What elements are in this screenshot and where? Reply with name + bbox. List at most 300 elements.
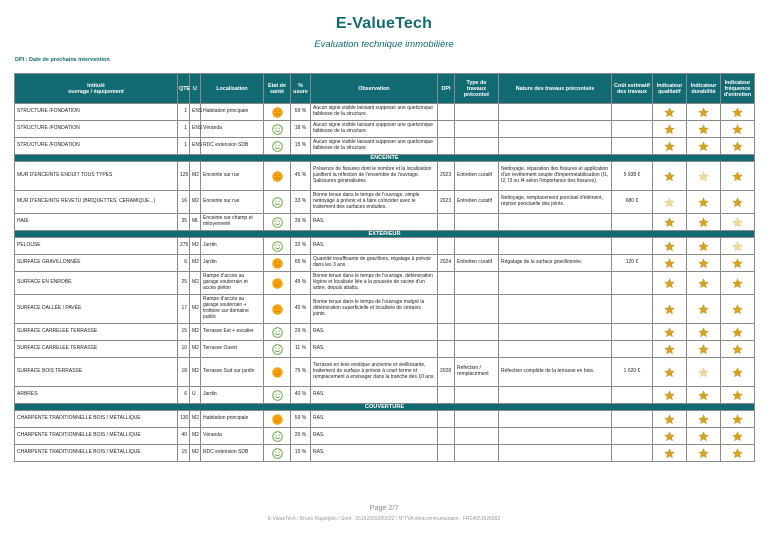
cell-cout: 5 938 €: [612, 162, 653, 191]
smiley-green-icon: [272, 197, 283, 208]
cell-cout: [612, 104, 653, 121]
cell-dpi: [438, 272, 455, 295]
star-icon: [664, 171, 675, 182]
table-row: [15, 387, 755, 404]
cell-cout: [612, 341, 653, 358]
star-icon: [732, 171, 743, 182]
cell-intitule: SURFACE BOIS TERRASSE: [15, 358, 178, 387]
indicator-durabilite: [687, 428, 721, 445]
indicator-durabilite: [687, 324, 721, 341]
indicator-qualitatif: [653, 428, 687, 445]
cell-nature-travaux: [499, 121, 612, 138]
table-row: [15, 238, 755, 255]
cell-qte: 40: [178, 428, 190, 445]
star-icon: [732, 278, 743, 289]
indicator-qualitatif: [653, 358, 687, 387]
cell-intitule: CHARPENTE TRADITIONNELLE BOIS / MÉTALLIQUE: [15, 411, 178, 428]
star-icon: [664, 124, 675, 135]
indicator-qualitatif: [653, 191, 687, 214]
cell-localisation: Jardin: [201, 255, 264, 272]
star-icon: [698, 171, 709, 182]
indicator-qualitatif: [653, 238, 687, 255]
indicator-frequence: [721, 295, 755, 324]
star-icon: [698, 241, 709, 252]
cell-qte: 1: [178, 138, 190, 155]
cell-usure: 59 %: [291, 104, 311, 121]
indicator-durabilite: [687, 295, 721, 324]
table-row: [15, 104, 755, 121]
indicator-frequence: [721, 214, 755, 231]
smiley-green-icon: [272, 217, 283, 228]
table-row: [15, 121, 755, 138]
indicator-durabilite: [687, 272, 721, 295]
star-icon: [664, 258, 675, 269]
report-subtitle: Evaluation technique immobilière: [314, 39, 454, 50]
cell-nature-travaux: [499, 341, 612, 358]
cell-usure: 33 %: [291, 238, 311, 255]
cell-type-travaux: [455, 272, 499, 295]
cell-localisation: Rampe d'accès au garage souterrain + trottoire sur domaine public: [201, 295, 264, 324]
cell-intitule: SURFACE DALLÉE / PAVÉE: [15, 295, 178, 324]
star-icon: [698, 258, 709, 269]
col-type-travaux: Type de travaux préconisé: [455, 74, 499, 104]
cell-usure: 18 %: [291, 121, 311, 138]
table-row: [15, 162, 755, 191]
star-icon: [698, 304, 709, 315]
table-row: [15, 272, 755, 295]
cell-type-travaux: [455, 324, 499, 341]
cell-etat: [264, 387, 291, 404]
indicator-qualitatif: [653, 445, 687, 462]
cell-unit: M2: [190, 341, 201, 358]
cell-unit: M2: [190, 162, 201, 191]
cell-cout: [612, 295, 653, 324]
cell-cout: [612, 214, 653, 231]
cell-usure: 15 %: [291, 445, 311, 462]
indicator-durabilite: [687, 214, 721, 231]
cell-dpi: [438, 428, 455, 445]
star-icon: [664, 390, 675, 401]
cell-localisation: Terrasse Ouest: [201, 341, 264, 358]
cell-unit: M2: [190, 191, 201, 214]
cell-intitule: HAIE: [15, 214, 178, 231]
section-label: ENCEINTE: [15, 155, 755, 162]
cell-cout: [612, 445, 653, 462]
smiley-green-icon: [272, 124, 283, 135]
cell-cout: [612, 324, 653, 341]
cell-cout: [612, 428, 653, 445]
col-nature-travaux: Nature des travaux préconisés: [499, 74, 612, 104]
section-row: [15, 231, 755, 238]
cell-dpi: 2028: [438, 358, 455, 387]
cell-usure: 15 %: [291, 138, 311, 155]
star-icon: [698, 448, 709, 459]
table-header-row: [15, 74, 755, 104]
cell-observation: Bonne tenue dans le temps de l'ouvrage malgré la détérioration superficielle et localisée de certains joints.: [311, 295, 438, 324]
star-icon: [698, 124, 709, 135]
cell-dpi: [438, 238, 455, 255]
col-cout: Coût estimatif des travaux: [612, 74, 653, 104]
star-icon: [698, 217, 709, 228]
cell-etat: [264, 121, 291, 138]
table-row: [15, 445, 755, 462]
cell-intitule: CHARPENTE TRADITIONNELLE BOIS / MÉTALLIQUE: [15, 428, 178, 445]
cell-unit: ENS: [190, 121, 201, 138]
smiley-orange-icon: [272, 171, 283, 182]
cell-intitule: ARBRES: [15, 387, 178, 404]
cell-intitule: MUR D'ENCEINTE REVETU (BRIQUETTES, CERAMIQUE...): [15, 191, 178, 214]
cell-qte: 10: [178, 341, 190, 358]
indicator-durabilite: [687, 191, 721, 214]
cell-unit: M2: [190, 324, 201, 341]
cell-dpi: [438, 341, 455, 358]
indicator-durabilite: [687, 358, 721, 387]
cell-dpi: [438, 104, 455, 121]
cell-dpi: [438, 387, 455, 404]
smiley-green-icon: [272, 241, 283, 252]
cell-qte: 35: [178, 214, 190, 231]
cell-type-travaux: [455, 387, 499, 404]
star-icon: [698, 327, 709, 338]
cell-usure: 45 %: [291, 272, 311, 295]
col-u: U: [190, 74, 201, 104]
star-icon: [732, 367, 743, 378]
cell-unit: ENS: [190, 104, 201, 121]
cell-observation: Bonne tenue dans le temps de l'ouvrage, détérioration légère et localisée liée à la poussée de racine d'un arbre, depuis abattu.: [311, 272, 438, 295]
indicator-qualitatif: [653, 121, 687, 138]
indicator-frequence: [721, 121, 755, 138]
cell-etat: [264, 428, 291, 445]
star-icon: [732, 141, 743, 152]
indicator-qualitatif: [653, 411, 687, 428]
smiley-green-icon: [272, 344, 283, 355]
cell-intitule: SURFACE GRAVILLONNÉE: [15, 255, 178, 272]
cell-type-travaux: [455, 238, 499, 255]
smiley-orange-icon: [272, 258, 283, 269]
evaluation-table: [14, 73, 755, 462]
cell-intitule: SURFACE CARRELEE TERRASSE: [15, 324, 178, 341]
cell-type-travaux: [455, 121, 499, 138]
star-icon: [732, 431, 743, 442]
star-icon: [664, 448, 675, 459]
cell-observation: RAS.: [311, 387, 438, 404]
cell-usure: 39 %: [291, 214, 311, 231]
star-icon: [698, 367, 709, 378]
cell-nature-travaux: [499, 445, 612, 462]
cell-localisation: Enceinte sur rue: [201, 162, 264, 191]
star-icon: [664, 327, 675, 338]
indicator-frequence: [721, 191, 755, 214]
cell-cout: [612, 387, 653, 404]
cell-observation: RAS.: [311, 341, 438, 358]
cell-localisation: Rampe d'accès au garage souterrain et accès piéton: [201, 272, 264, 295]
cell-nature-travaux: Régalage de la surface gravillonnée.: [499, 255, 612, 272]
star-icon: [698, 390, 709, 401]
cell-dpi: [438, 295, 455, 324]
section-label: COUVERTURE: [15, 404, 755, 411]
table-row: [15, 324, 755, 341]
cell-localisation: Jardin: [201, 387, 264, 404]
cell-dpi: 2024: [438, 255, 455, 272]
dpi-legend: DPI : Date de prochaine intervention: [15, 57, 110, 63]
cell-usure: 29 %: [291, 324, 311, 341]
indicator-durabilite: [687, 387, 721, 404]
indicator-frequence: [721, 138, 755, 155]
indicator-frequence: [721, 272, 755, 295]
indicator-durabilite: [687, 104, 721, 121]
cell-usure: 45 %: [291, 162, 311, 191]
cell-etat: [264, 255, 291, 272]
cell-type-travaux: [455, 104, 499, 121]
star-icon: [732, 390, 743, 401]
cell-type-travaux: [455, 138, 499, 155]
cell-qte: 15: [178, 324, 190, 341]
cell-observation: Bonne tenue dans le temps de l'ouvrage, simple nettoyage à prévoir et à faire coïncider avec le traitement des surfaces enduites.: [311, 191, 438, 214]
col-durabilite: Indicateur durabilité: [687, 74, 721, 104]
cell-usure: 40 %: [291, 387, 311, 404]
cell-observation: RAS.: [311, 445, 438, 462]
cell-unit: ENS: [190, 138, 201, 155]
cell-localisation: Jardin: [201, 238, 264, 255]
cell-localisation: Terrasse Sud sur jardin: [201, 358, 264, 387]
cell-nature-travaux: [499, 138, 612, 155]
cell-usure: 65 %: [291, 255, 311, 272]
cell-intitule: STRUCTURE /FONDATION: [15, 121, 178, 138]
star-icon: [698, 344, 709, 355]
star-icon: [698, 107, 709, 118]
star-icon: [664, 278, 675, 289]
cell-intitule: PELOUSE: [15, 238, 178, 255]
star-icon: [732, 241, 743, 252]
cell-etat: [264, 191, 291, 214]
star-icon: [732, 344, 743, 355]
cell-observation: RAS.: [311, 411, 438, 428]
cell-qte: 130: [178, 411, 190, 428]
cell-unit: U: [190, 387, 201, 404]
cell-unit: M2: [190, 445, 201, 462]
indicator-qualitatif: [653, 341, 687, 358]
smiley-orange-icon: [272, 367, 283, 378]
cell-unit: M2: [190, 295, 201, 324]
col-usure: % usure: [291, 74, 311, 104]
indicator-qualitatif: [653, 387, 687, 404]
cell-dpi: 2023: [438, 162, 455, 191]
col-qte: QTE: [178, 74, 190, 104]
cell-localisation: RDC extension SDB: [201, 138, 264, 155]
star-icon: [664, 367, 675, 378]
section-row: [15, 155, 755, 162]
cell-etat: [264, 138, 291, 155]
cell-nature-travaux: [499, 238, 612, 255]
report-title: E-ValueTech: [335, 15, 433, 32]
indicator-durabilite: [687, 341, 721, 358]
cell-localisation: Enceinte sur champ et mitoyenneté: [201, 214, 264, 231]
cell-localisation: Véranda: [201, 428, 264, 445]
indicator-frequence: [721, 445, 755, 462]
cell-qte: 16: [178, 191, 190, 214]
cell-observation: RAS.: [311, 238, 438, 255]
cell-localisation: Habitation principale: [201, 411, 264, 428]
indicator-qualitatif: [653, 324, 687, 341]
indicator-qualitatif: [653, 214, 687, 231]
cell-localisation: Terrasse Est + escalier: [201, 324, 264, 341]
col-dpi: DPI: [438, 74, 455, 104]
cell-unit: M2: [190, 428, 201, 445]
indicator-frequence: [721, 428, 755, 445]
smiley-orange-icon: [272, 107, 283, 118]
cell-localisation: Véranda: [201, 121, 264, 138]
cell-cout: 1 620 €: [612, 358, 653, 387]
cell-etat: [264, 214, 291, 231]
star-icon: [664, 217, 675, 228]
cell-qte: 18: [178, 358, 190, 387]
cell-localisation: RDC extension SDB: [201, 445, 264, 462]
cell-type-travaux: Réfection / remplacement: [455, 358, 499, 387]
table-row: [15, 191, 755, 214]
cell-observation: Aucun signe visible laissant supposer une quelconque faiblesse de la structure.: [311, 121, 438, 138]
cell-etat: [264, 358, 291, 387]
indicator-frequence: [721, 255, 755, 272]
cell-type-travaux: [455, 428, 499, 445]
smiley-green-icon: [272, 390, 283, 401]
indicator-qualitatif: [653, 272, 687, 295]
col-observation: Observation: [311, 74, 438, 104]
cell-intitule: SURFACE EN ENROBÉ: [15, 272, 178, 295]
star-icon: [664, 197, 675, 208]
star-icon: [698, 278, 709, 289]
smiley-orange-icon: [272, 414, 283, 425]
table-row: [15, 295, 755, 324]
star-icon: [732, 124, 743, 135]
cell-qte: 17: [178, 295, 190, 324]
cell-qte: 6: [178, 255, 190, 272]
cell-qte: 1: [178, 121, 190, 138]
indicator-frequence: [721, 358, 755, 387]
star-icon: [664, 431, 675, 442]
cell-qte: 15: [178, 445, 190, 462]
cell-dpi: [438, 138, 455, 155]
cell-usure: 75 %: [291, 358, 311, 387]
star-icon: [732, 197, 743, 208]
star-icon: [732, 414, 743, 425]
star-icon: [698, 197, 709, 208]
cell-dpi: [438, 445, 455, 462]
cell-nature-travaux: [499, 272, 612, 295]
star-icon: [698, 431, 709, 442]
cell-observation: Aucun signe visible laissant supposer une quelconque faiblesse de la structure.: [311, 138, 438, 155]
smiley-green-icon: [272, 141, 283, 152]
cell-intitule: CHARPENTE TRADITIONNELLE BOIS / MÉTALLIQUE: [15, 445, 178, 462]
section-label: EXTÉRIEUR: [15, 231, 755, 238]
indicator-frequence: [721, 411, 755, 428]
cell-qte: 25: [178, 272, 190, 295]
table-row: [15, 358, 755, 387]
indicator-durabilite: [687, 121, 721, 138]
indicator-durabilite: [687, 238, 721, 255]
indicator-qualitatif: [653, 255, 687, 272]
indicator-qualitatif: [653, 162, 687, 191]
col-frequence: Indicateur fréquence d'entretien: [721, 74, 755, 104]
cell-cout: [612, 272, 653, 295]
cell-nature-travaux: [499, 104, 612, 121]
indicator-qualitatif: [653, 295, 687, 324]
cell-observation: Présence de fissures dont le nombre et la localisation justifient la réfection de l'ensemble de l'ouvrage. Salissures généralisées.: [311, 162, 438, 191]
cell-nature-travaux: Nettoyage, remplacement ponctuel d'élément, reprise ponctuelle des joints.: [499, 191, 612, 214]
cell-cout: [612, 138, 653, 155]
cell-etat: [264, 272, 291, 295]
cell-dpi: [438, 214, 455, 231]
cell-cout: [612, 238, 653, 255]
smiley-orange-icon: [272, 304, 283, 315]
cell-nature-travaux: [499, 411, 612, 428]
company-info: E-ValueTech / Bruno Rajanglès / Siret : 55162659200022 / N°TVA intracommunautaire : FR04551626992: [267, 516, 501, 522]
cell-dpi: [438, 411, 455, 428]
cell-dpi: 2023: [438, 191, 455, 214]
table-row: [15, 138, 755, 155]
cell-usure: 45 %: [291, 295, 311, 324]
cell-nature-travaux: [499, 324, 612, 341]
cell-type-travaux: [455, 411, 499, 428]
table-row: [15, 255, 755, 272]
smiley-green-icon: [272, 327, 283, 338]
cell-observation: RAS.: [311, 324, 438, 341]
cell-unit: M2: [190, 358, 201, 387]
smiley-green-icon: [272, 431, 283, 442]
cell-nature-travaux: [499, 428, 612, 445]
star-icon: [698, 414, 709, 425]
cell-usure: 20 %: [291, 428, 311, 445]
smiley-orange-icon: [272, 278, 283, 289]
cell-usure: 33 %: [291, 191, 311, 214]
cell-etat: [264, 411, 291, 428]
cell-observation: Aucun signe visible laissant supposer une quelconque faiblesse de la structure.: [311, 104, 438, 121]
star-icon: [732, 448, 743, 459]
star-icon: [732, 304, 743, 315]
star-icon: [664, 414, 675, 425]
cell-intitule: STRUCTURE /FONDATION: [15, 138, 178, 155]
cell-nature-travaux: [499, 295, 612, 324]
col-etat: Etat de santé: [264, 74, 291, 104]
cell-unit: M2: [190, 238, 201, 255]
cell-intitule: STRUCTURE /FONDATION: [15, 104, 178, 121]
indicator-frequence: [721, 162, 755, 191]
table-row: [15, 341, 755, 358]
indicator-durabilite: [687, 445, 721, 462]
cell-etat: [264, 162, 291, 191]
cell-usure: 11 %: [291, 341, 311, 358]
cell-unit: M2: [190, 411, 201, 428]
page-number: Page 2/7: [369, 503, 399, 512]
cell-etat: [264, 295, 291, 324]
table-body: [15, 104, 755, 462]
star-icon: [664, 304, 675, 315]
section-row: [15, 404, 755, 411]
cell-qte: 6: [178, 387, 190, 404]
star-icon: [732, 217, 743, 228]
cell-observation: RAS.: [311, 428, 438, 445]
table-row: [15, 411, 755, 428]
cell-etat: [264, 341, 291, 358]
cell-observation: Terrasse en bois exotique ancienne et vieillissante, traitement de surface à prévoir à court terme et remplacement à envisager dans la tranche des 10 ans.: [311, 358, 438, 387]
cell-etat: [264, 324, 291, 341]
smiley-green-icon: [272, 448, 283, 459]
cell-unit: M2: [190, 272, 201, 295]
star-icon: [698, 141, 709, 152]
cell-qte: 125: [178, 162, 190, 191]
cell-type-travaux: [455, 341, 499, 358]
star-icon: [664, 107, 675, 118]
cell-nature-travaux: Nettoyage, réparation des fissures et application d'un revêtement souple d'imperméabilisation (I1, I2, I3 ou I4 selon l'importance des fissures).: [499, 162, 612, 191]
